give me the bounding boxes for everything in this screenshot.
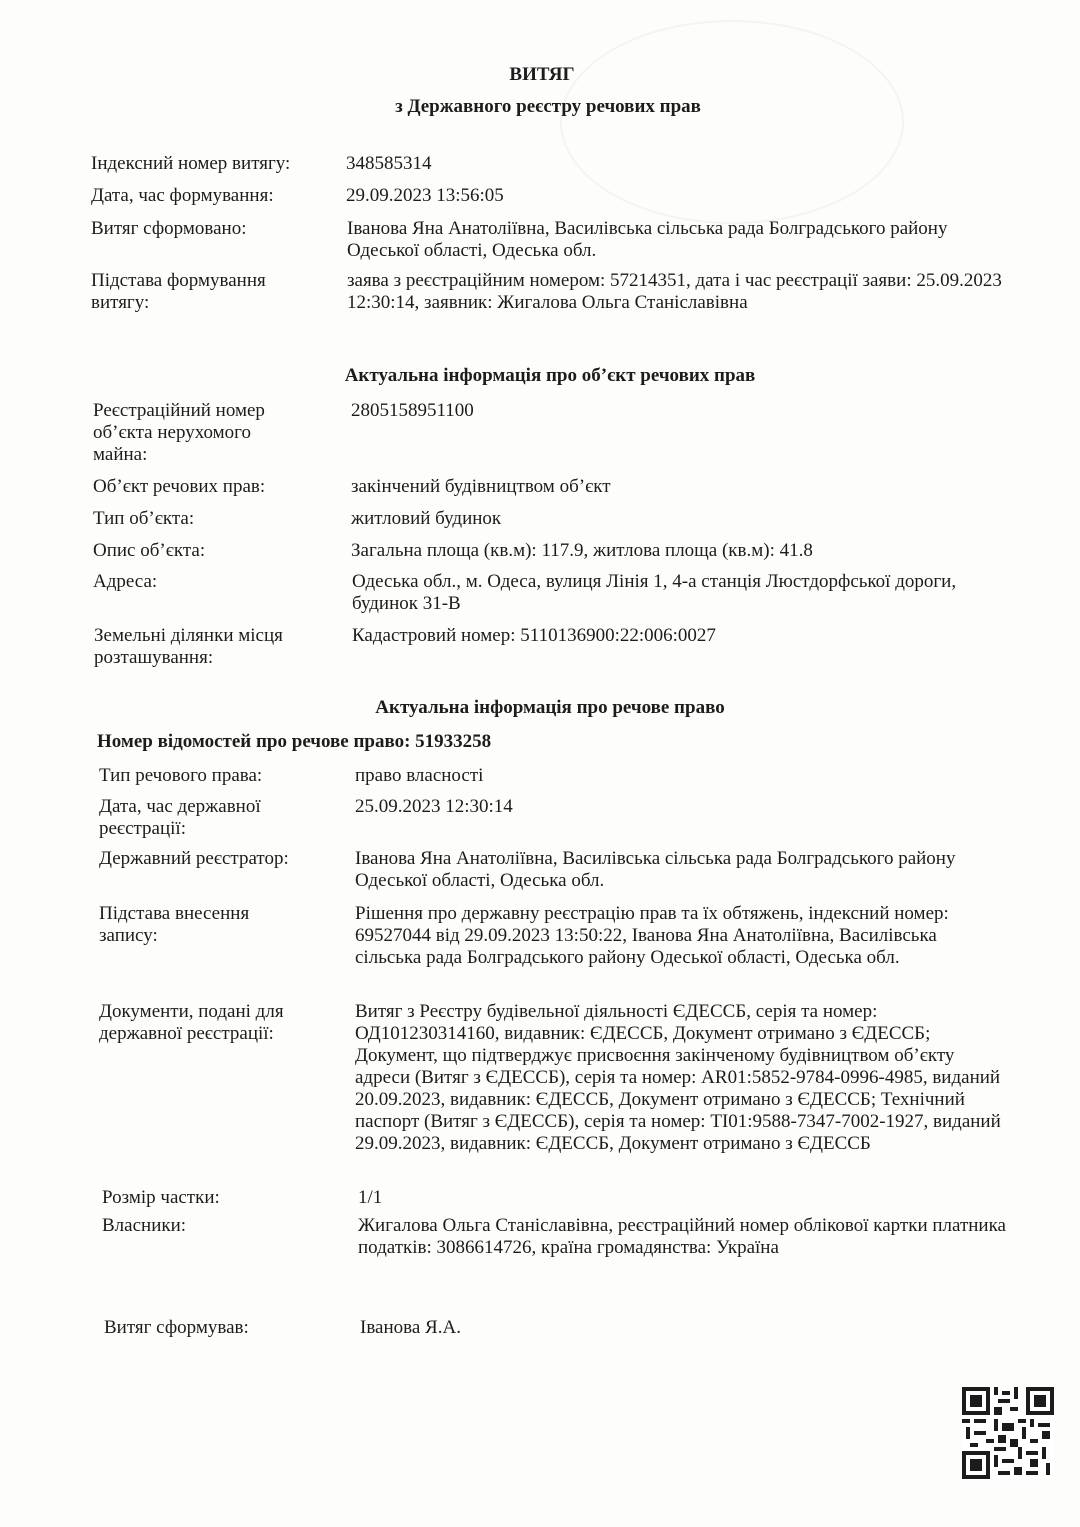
info-value: 29.09.2023 13:56:05 <box>346 185 504 206</box>
right-label: Документи, подані для державної реєстрації: <box>99 1001 284 1044</box>
object-label: Об’єкт речових прав: <box>93 476 266 497</box>
info-value: заява з реєстраційним номером: 57214351, дата і час реєстрації заяви: 25.09.2023 12:30:14, заявник: Жигалова Ольга Станіславівна <box>347 270 1002 313</box>
object-label: Опис об’єкта: <box>93 540 206 561</box>
object-label: Реєстраційний номер об’єкта нерухомого майна: <box>93 400 265 465</box>
right-value: Витяг з Реєстру будівельної діяльності ЄДЕССБ, серія та номер: ОД101230314160, видавник: ЄДЕССБ, Документ отримано з ЄДЕССБ; Документ, що підтверджує присвоєння закінченому будівництвом об’єкту адреси (Витяг з ЄДЕССБ), серія та номер: AR01:5852-9784-0996-4985, виданий 20.09.2023, видавник: ЄДЕССБ, Документ отримано з ЄДЕССБ; Технічний паспорт (Витяг з ЄДЕССБ), серія та номер: TI01:9588-7347-7002-1927, виданий 29.09.2023, видавник: ЄДЕССБ, Документ отримано з ЄДЕССБ <box>355 1001 1001 1154</box>
info-value: Іванова Яна Анатоліївна, Василівська сільська рада Болградського району Одеської області, Одеська обл. <box>347 218 948 261</box>
right-label: Власники: <box>102 1215 187 1236</box>
right-label: Розмір частки: <box>102 1187 220 1208</box>
info-label: Підстава формування витягу: <box>91 270 266 313</box>
right-value: Жигалова Ольга Станіславівна, реєстраційний номер облікової картки платника податків: 3086614726, країна громадянства: Україна <box>358 1215 1006 1258</box>
right-value: 1/1 <box>358 1187 383 1208</box>
footer-label: Витяг сформував: <box>104 1317 249 1338</box>
info-label: Витяг сформовано: <box>91 218 247 239</box>
object-value: закінчений будівництвом об’єкт <box>351 476 611 497</box>
object-label: Земельні ділянки місця розташування: <box>94 625 283 668</box>
object-value: Кадастровий номер: 5110136900:22:006:0027 <box>352 625 716 646</box>
document-subtitle: з Державного реєстру речових прав <box>395 96 701 117</box>
right-label: Підстава внесення запису: <box>99 903 250 946</box>
object-value: житловий будинок <box>351 508 502 529</box>
document-title: ВИТЯГ <box>509 64 575 85</box>
qr-code-icon <box>962 1387 1054 1479</box>
object-value: 2805158951100 <box>351 400 474 421</box>
right-record-number: Номер відомостей про речове право: 51933258 <box>97 731 492 752</box>
right-label: Тип речового права: <box>99 765 263 786</box>
right-label: Дата, час державної реєстрації: <box>99 796 261 839</box>
info-value: 348585314 <box>346 153 432 174</box>
object-section-heading: Актуальна інформація про об’єкт речових прав <box>344 365 756 386</box>
object-value: Одеська обл., м. Одеса, вулиця Лінія 1, 4-а станція Люстдорфської дороги, будинок 31-В <box>352 571 957 614</box>
right-value: право власності <box>355 765 484 786</box>
object-value: Загальна площа (кв.м): 117.9, житлова площа (кв.м): 41.8 <box>351 540 813 561</box>
object-label: Адреса: <box>93 571 158 592</box>
object-label: Тип об’єкта: <box>93 508 195 529</box>
right-value: 25.09.2023 12:30:14 <box>355 796 513 817</box>
info-label: Індексний номер витягу: <box>91 153 291 174</box>
right-label: Державний реєстратор: <box>99 848 289 869</box>
footer-value: Іванова Я.А. <box>360 1317 461 1338</box>
info-label: Дата, час формування: <box>91 185 274 206</box>
right-section-heading: Актуальна інформація про речове право <box>375 697 725 718</box>
right-value: Іванова Яна Анатоліївна, Василівська сільська рада Болградського району Одеської області, Одеська обл. <box>355 848 956 891</box>
right-value: Рішення про державну реєстрацію прав та їх обтяжень, індексний номер: 69527044 від 29.09.2023 13:50:22, Іванова Яна Анатоліївна, Василівська сільська рада Болградського району Одеської області, Одеська обл. <box>355 903 949 968</box>
